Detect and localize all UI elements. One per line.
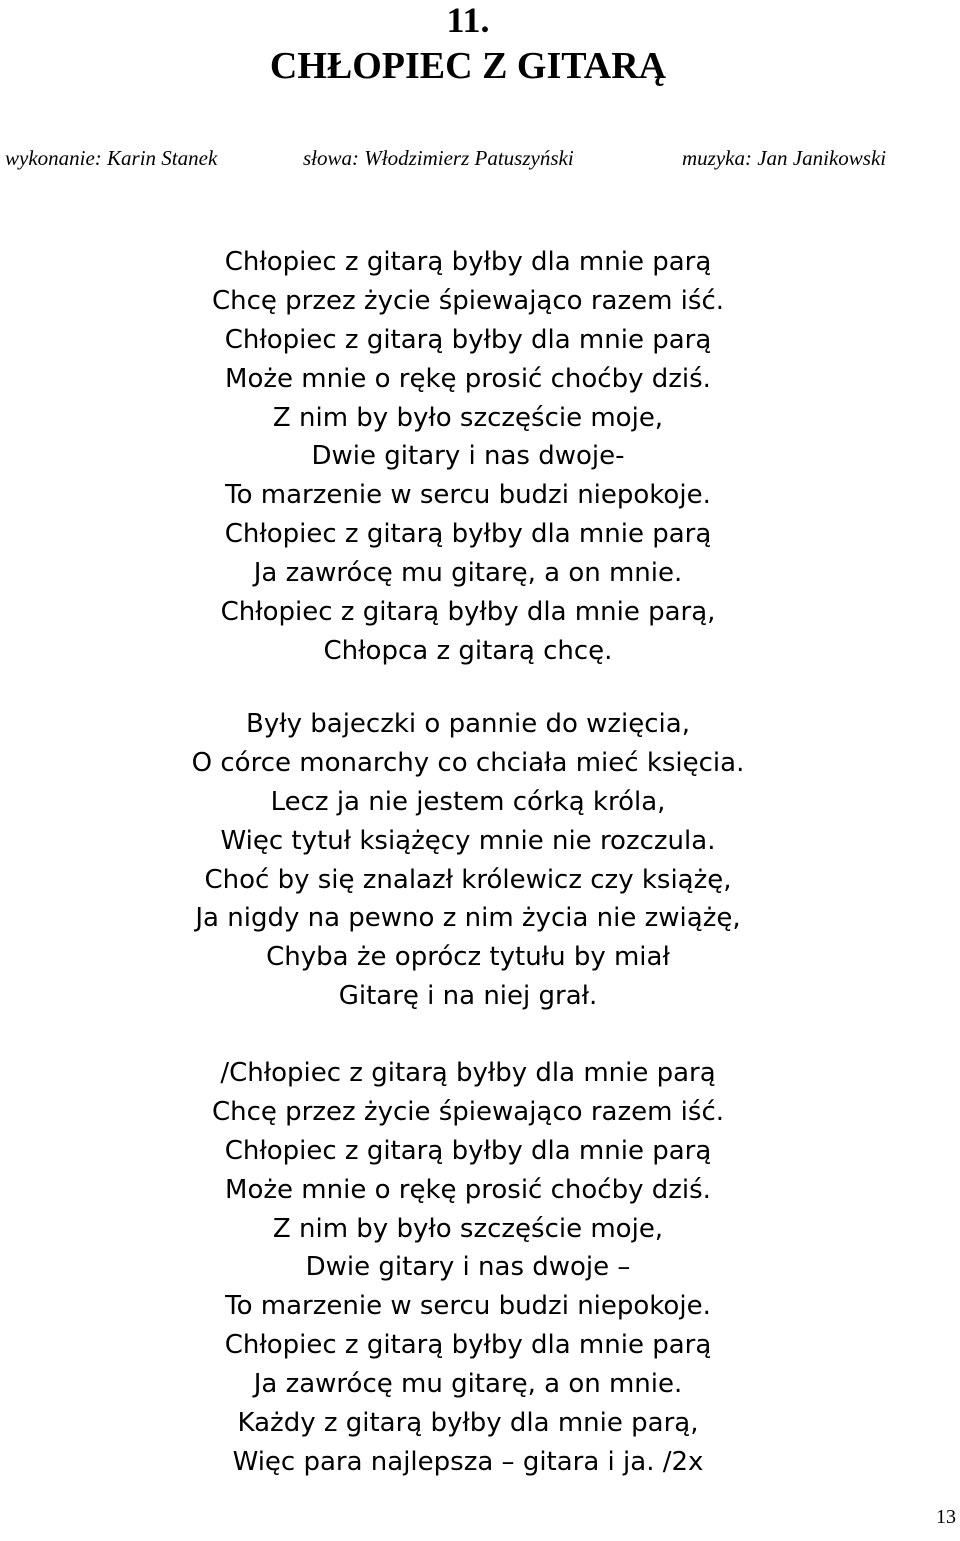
lyric-line: Chłopiec z gitarą byłby dla mnie parą: [224, 519, 712, 550]
lyric-line: Dwie gitary i nas dwoje-: [311, 441, 625, 472]
credit-music: muzyka: Jan Janikowski: [682, 146, 887, 170]
lyric-line: Ja zawrócę mu gitarę, a on mnie.: [253, 558, 683, 589]
lyric-line: To marzenie w sercu budzi niepokoje.: [225, 480, 711, 511]
credit-lyrics: słowa: Włodzimierz Patuszyński: [303, 146, 574, 170]
lyric-line: To marzenie w sercu budzi niepokoje.: [225, 1291, 711, 1322]
lyric-line: Chłopiec z gitarą byłby dla mnie parą: [224, 1330, 712, 1361]
lyric-line: Chłopiec z gitarą byłby dla mnie parą: [224, 1135, 712, 1166]
lyric-line: Dwie gitary i nas dwoje –: [305, 1252, 631, 1283]
credits-line: [0, 145, 960, 171]
stanza-3: [0, 1054, 936, 1482]
lyric-line: Z nim by było szczęście moje,: [272, 402, 664, 433]
lyric-line: Każdy z gitarą byłby dla mnie parą,: [237, 1408, 699, 1439]
page-number: 13: [936, 1506, 956, 1528]
lyric-line: Chłopiec z gitarą byłby dla mnie parą,: [220, 597, 716, 628]
lyric-line: Chłopca z gitarą chcę.: [323, 635, 613, 666]
lyric-line: Były bajeczki o pannie do wzięcia,: [246, 709, 690, 739]
lyric-line: Więc para najlepsza – gitara i ja. /2x: [232, 1446, 704, 1477]
stanza-1: [0, 243, 936, 671]
credit-performer: wykonanie: Karin Stanek: [5, 146, 218, 170]
lyric-line: Gitarę i na niej grał.: [338, 981, 598, 1012]
lyric-line: Z nim by było szczęście moje,: [272, 1213, 664, 1244]
lyric-line: Chcę przez życie śpiewająco razem iść.: [211, 285, 725, 316]
stanza-2: [0, 705, 936, 1016]
lyric-line: Lecz ja nie jestem córką króla,: [270, 786, 666, 817]
lyric-line: /Chłopiec z gitarą byłby dla mnie parą: [220, 1058, 716, 1088]
song-title: CHŁOPIEC Z GITARĄ: [269, 45, 667, 87]
lyric-line: Ja zawrócę mu gitarę, a on mnie.: [253, 1369, 683, 1400]
lyric-line: O córce monarchy co chciała mieć księcia.: [191, 747, 745, 778]
lyric-line: Może mnie o rękę prosić choćby dziś.: [225, 1174, 711, 1205]
lyric-line: Więc tytuł książęcy mnie nie rozczula.: [220, 825, 716, 856]
lyric-line: Chcę przez życie śpiewająco razem iść.: [211, 1096, 725, 1127]
lyric-line: Chłopiec z gitarą byłby dla mnie parą: [224, 324, 712, 355]
lyric-line: Ja nigdy na pewno z nim życia nie zwiążę,: [195, 903, 741, 934]
lyric-line: Może mnie o rękę prosić choćby dziś.: [225, 363, 711, 394]
lyric-line: Chyba że oprócz tytułu by miał: [266, 942, 670, 973]
lyric-line: Chłopiec z gitarą byłby dla mnie parą: [224, 247, 712, 277]
song-number: 11.: [446, 0, 490, 40]
lyric-line: Choć by się znalazł królewicz czy książę,: [204, 864, 732, 895]
